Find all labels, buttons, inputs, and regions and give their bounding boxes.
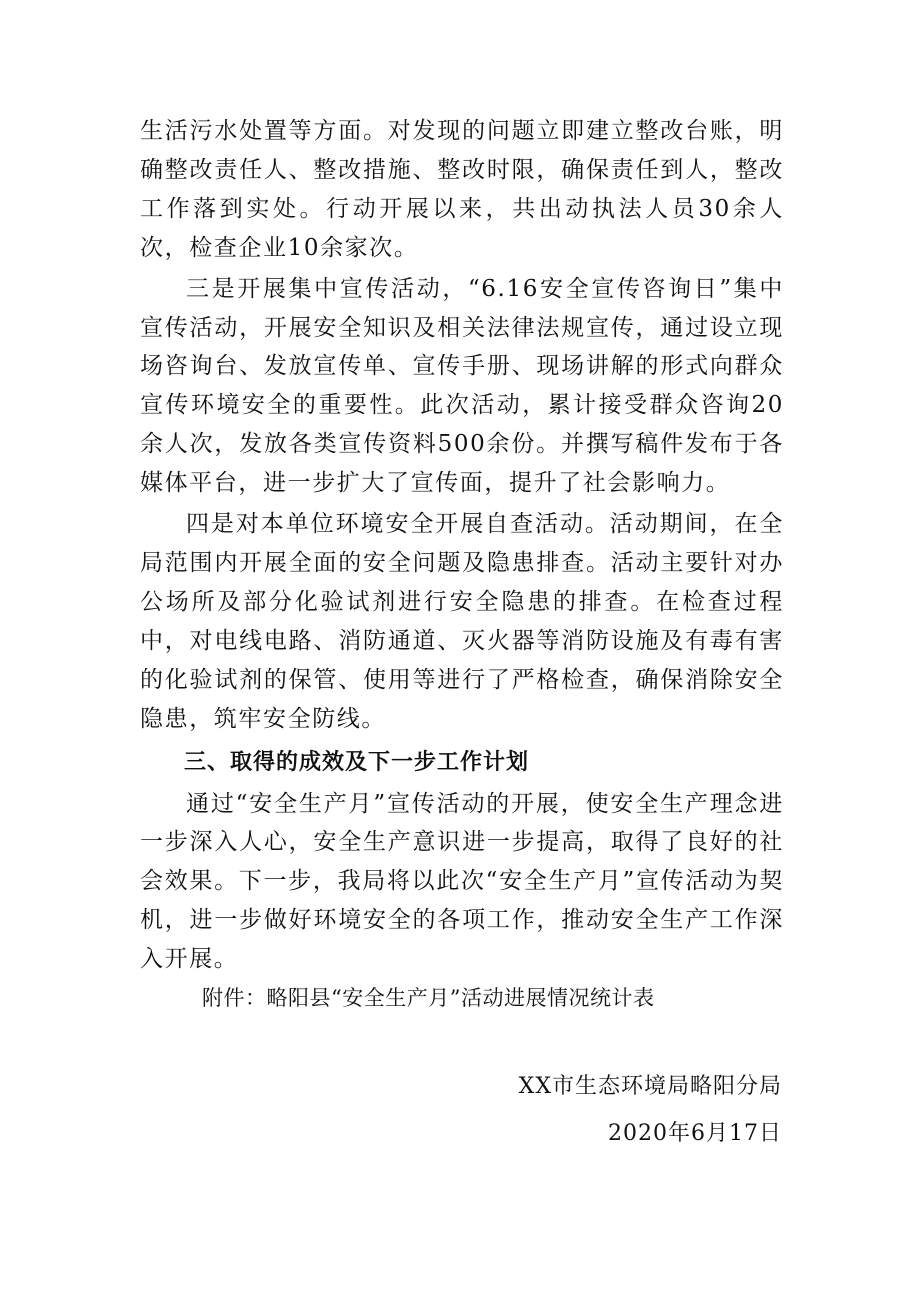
document-body	[140, 112, 784, 1017]
paragraph-results-plan: 通过“安全生产月”宣传活动的开展，使安全生产理念进一步深入人心，安全生产意识进一步提高，取得了良好的社会效果。下一步，我局将以此次“安全生产月”宣传活动为契机，进一步做好环境安全的各项工作，推动安全生产工作深入开展。	[140, 790, 784, 973]
signature-date: 2020年6月17日	[608, 1121, 782, 1146]
attachment-note: 附件：略阳县“安全生产月”活动进展情况统计表	[202, 986, 655, 1011]
signature-organization: XX市生态环境局略阳分局	[518, 1074, 782, 1099]
section-heading: 三、取得的成效及下一步工作计划	[184, 749, 530, 775]
paragraph-rectification: 生活污水处置等方面。对发现的问题立即建立整改台账，明确整改责任人、整改措施、整改时限，确保责任到人，整改工作落到实处。行动开展以来，共出动执法人员30余人次，检查企业10余家次。	[140, 118, 784, 261]
paragraph-self-inspection: 四是对本单位环境安全开展自查活动。活动期间，在全局范围内开展全面的安全问题及隐患排查。活动主要针对办公场所及部分化验试剂进行安全隐患的排查。在检查过程中，对电线电路、消防通道、灭火器等消防设施及有毒有害的化验试剂的保管、使用等进行了严格检查，确保消除安全隐患，筑牢安全防线。	[140, 511, 784, 732]
paragraph-publicity-activity: 三是开展集中宣传活动，“6.16安全宣传咨询日”集中宣传活动，开展安全知识及相关法律法规宣传，通过设立现场咨询台、发放宣传单、宣传手册、现场讲解的形式向群众宣传环境安全的重要性。此次活动，累计接受群众咨询20余人次，发放各类宣传资料500余份。并撰写稿件发布于各媒体平台，进一步扩大了宣传面，提升了社会影响力。	[140, 275, 784, 497]
